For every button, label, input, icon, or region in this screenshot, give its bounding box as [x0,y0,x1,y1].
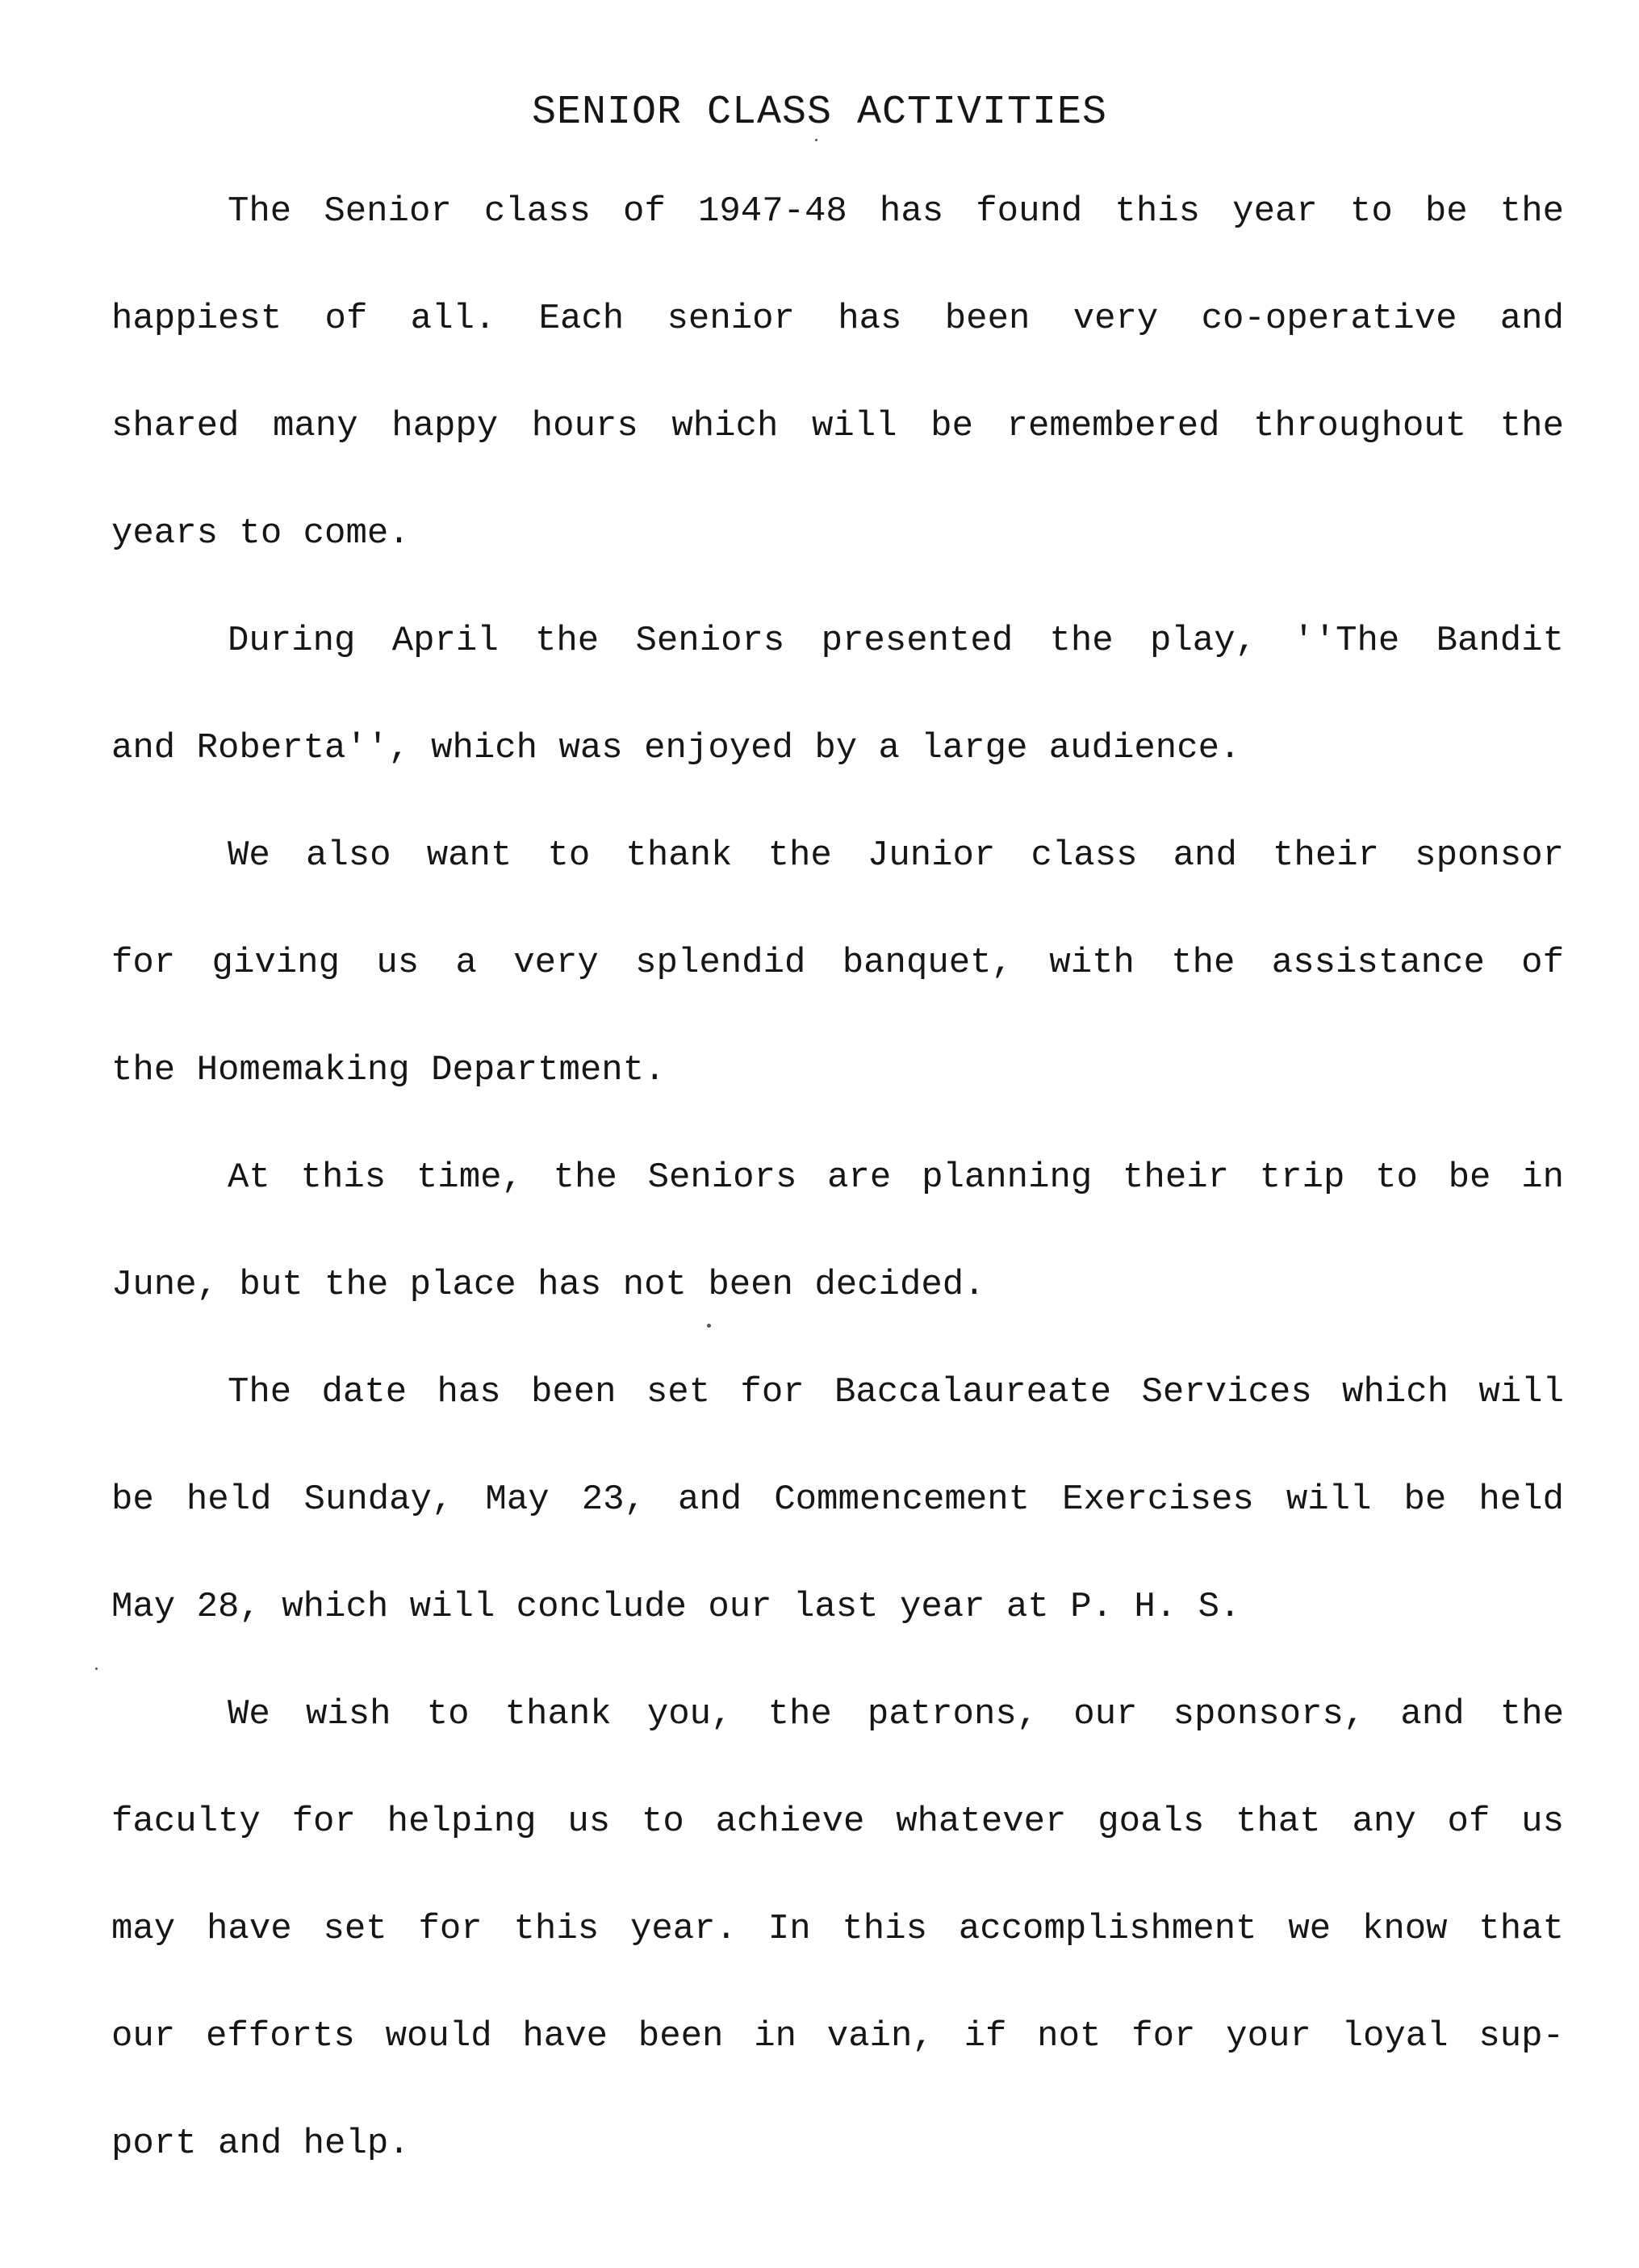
scan-speck [95,1668,98,1670]
text-line: The date has been set for Baccalaureate Services which will [228,1372,1564,1412]
text-line: our efforts would have been in vain, if not for your loyal sup- [111,2016,1564,2057]
text-line: may have set for this year. In this accomplishment we know that [111,1909,1564,1949]
document-title: SENIOR CLASS ACTIVITIES [531,90,1108,136]
text-line: We wish to thank you, the patrons, our sponsors, and the [228,1694,1564,1734]
text-line: the Homemaking Department. [111,1050,666,1090]
text-line: port and help. [111,2124,410,2164]
text-line: years to come. [111,513,410,554]
text-line: shared many happy hours which will be remembered throughout the [111,406,1564,446]
text-line: At this time, the Seniors are planning their trip to be in [228,1157,1564,1198]
text-line: During April the Seniors presented the play, ''The Bandit [228,621,1564,661]
text-line: June, but the place has not been decided. [111,1265,985,1305]
text-line: We also want to thank the Junior class and their sponsor [228,835,1564,876]
scan-speck [815,139,817,141]
text-line: be held Sunday, May 23, and Commencement Exercises will be held [111,1479,1564,1520]
text-line: happiest of all. Each senior has been very co-operative and [111,299,1564,339]
text-line: for giving us a very splendid banquet, with the assistance of [111,943,1564,983]
text-line: faculty for helping us to achieve whatever goals that any of us [111,1801,1564,1842]
text-line: The Senior class of 1947-48 has found this year to be the [228,191,1564,232]
scan-speck [707,1324,711,1328]
text-line: May 28, which will conclude our last year at P. H. S. [111,1587,1241,1627]
text-line: and Roberta'', which was enjoyed by a large audience. [111,728,1241,768]
